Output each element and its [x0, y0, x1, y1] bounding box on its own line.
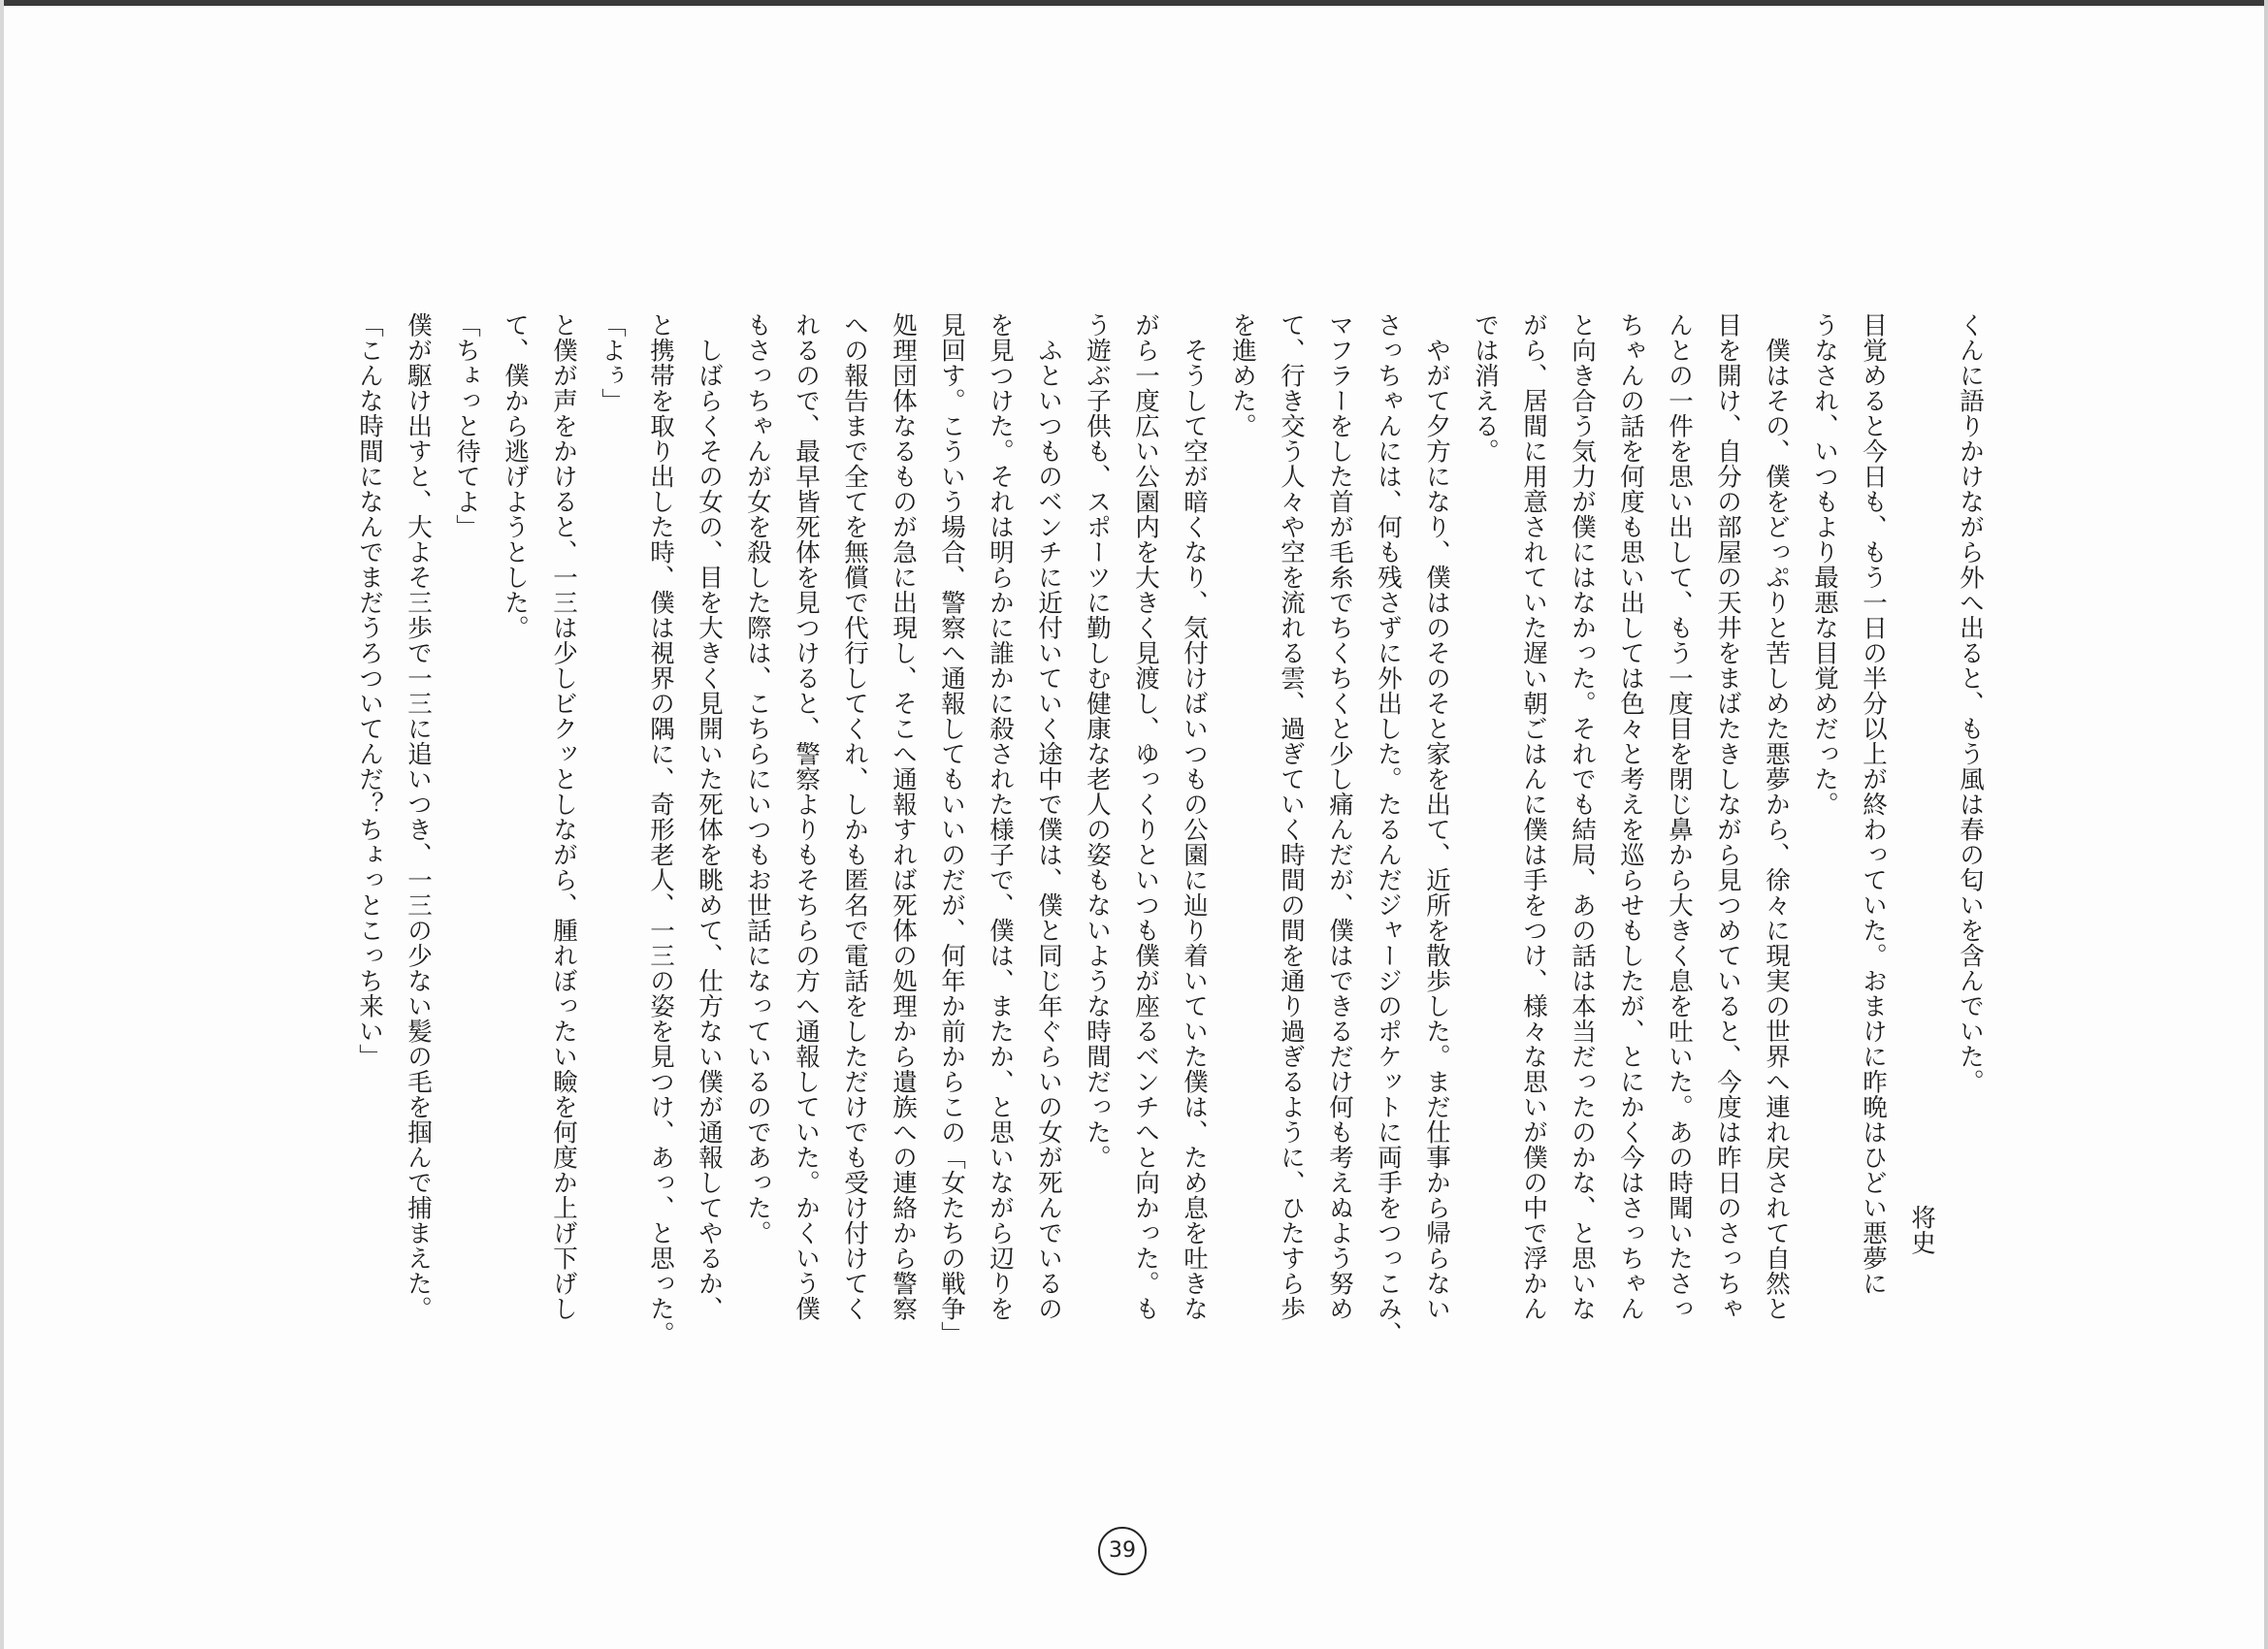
text-line: を見つけた。それは明らかに誰かに殺された様子で、僕は、またか、と思いながら辺りを	[986, 312, 1015, 1321]
text-line: と向き合う気力が僕にはなかった。それでも結局、あの話は本当だったのかな、と思いな	[1568, 312, 1597, 1321]
author-name: 将史	[1907, 1205, 1936, 1255]
text-line: への報告まで全てを無償で代行してくれ、しかも匿名で電話をしただけでも受け付けてく	[840, 312, 869, 1321]
text-line: 見回す。こういう場合、警察へ通報してもいいのだが、何年か前からこの「女たちの戦争」	[937, 312, 966, 1346]
text-line: がら、居間に用意されていた遅い朝ごはんに僕は手をつけ、様々な思いが僕の中で浮かん	[1519, 312, 1548, 1321]
text-line: うなされ、いつもより最悪な目覚めだった。	[1810, 312, 1839, 817]
text-line: では消える。	[1471, 312, 1500, 464]
scan-edge-right	[2264, 0, 2268, 1649]
text-line: 僕はその、僕をどっぷりと苦しめた悪夢から、徐々に現実の世界へ連れ戻されて自然と	[1762, 312, 1791, 1321]
text-line: と僕が声をかけると、一三は少しビクッとしながら、腫れぼったい瞼を何度か上げ下げし	[549, 312, 578, 1321]
dialogue-line: 「よぅ」	[598, 312, 627, 413]
text-line: 目覚めると今日も、もう一日の半分以上が終わっていた。おまけに昨晩はひどい悪夢に	[1859, 312, 1888, 1296]
text-line: くんに語りかけながら外へ出ると、もう風は春の匂いを含んでいた。	[1956, 312, 1985, 1094]
text-line: れるので、最早皆死体を見つけると、警察よりもそちらの方へ通報していた。かくいう僕	[792, 312, 821, 1321]
text-line: さっちゃんには、何も残さずに外出した。たるんだジャージのポケットに両手をつっこみ、	[1374, 312, 1403, 1346]
text-line: 処理団体なるものが急に出現し、そこへ通報すれば死体の処理から遺族への連絡から警察	[889, 312, 918, 1321]
text-line: んとの一件を思い出して、もう一度目を閉じ鼻から大きく息を吐いた。あの時聞いたさっ	[1665, 312, 1694, 1321]
text-line: と携帯を取り出した時、僕は視界の隅に、奇形老人、一三の姿を見つけ、あっ、と思った。	[646, 312, 675, 1346]
text-line: ふといつものベンチに近付いていく途中で僕は、僕と同じ年ぐらいの女が死んでいるの	[1034, 312, 1063, 1321]
scan-edge-top	[0, 0, 2268, 6]
text-line: て、僕から逃げようとした。	[501, 312, 530, 640]
text-line: う遊ぶ子供も、スポーツに勤しむ健康な老人の姿もないような時間だった。	[1083, 312, 1112, 1170]
page-number: 39	[1098, 1527, 1147, 1575]
text-line: そうして空が暗くなり、気付けばいつもの公園に辿り着いていた僕は、ため息を吐きな	[1180, 312, 1209, 1321]
dialogue-line: 「ちょっと待てよ」	[452, 312, 481, 539]
vertical-text-block	[345, 312, 1994, 1379]
text-line: もさっちゃんが女を殺した際は、こちらにいつもお世話になっているのであった。	[743, 312, 772, 1245]
text-line: 僕が駆け出すと、大よそ三歩で一三に追いつき、一三の少ない髪の毛を掴んで捕まえた。	[404, 312, 433, 1321]
text-line: やがて夕方になり、僕はのそのそと家を出て、近所を散歩した。まだ仕事から帰らない	[1422, 312, 1451, 1321]
dialogue-line: 「こんな時間になんでまだうろついてんだ？ちょっとこっち来い」	[355, 312, 384, 1069]
text-line: がら一度広い公園内を大きく見渡し、ゆっくりといつも僕が座るベンチへと向かった。も	[1131, 312, 1160, 1321]
text-line: 目を開け、自分の部屋の天井をまばたきしながら見つめていると、今度は昨日のさっちゃ	[1713, 312, 1742, 1321]
text-line: ちゃんの話を何度も思い出しては色々と考えを巡らせもしたが、とにかく今はさっちゃん	[1616, 312, 1645, 1321]
scan-edge-left	[0, 0, 4, 1649]
text-line: を進めた。	[1228, 312, 1257, 438]
text-line: マフラーをした首が毛糸でちくちくと少し痛んだが、僕はできるだけ何も考えぬよう努め	[1325, 312, 1354, 1321]
text-line: しばらくその女の、目を大きく見開いた死体を眺めて、仕方ない僕が通報してやるか、	[695, 312, 724, 1321]
text-line: て、行き交う人々や空を流れる雲、過ぎていく時間の間を通り過ぎるように、ひたすら歩	[1277, 312, 1306, 1321]
